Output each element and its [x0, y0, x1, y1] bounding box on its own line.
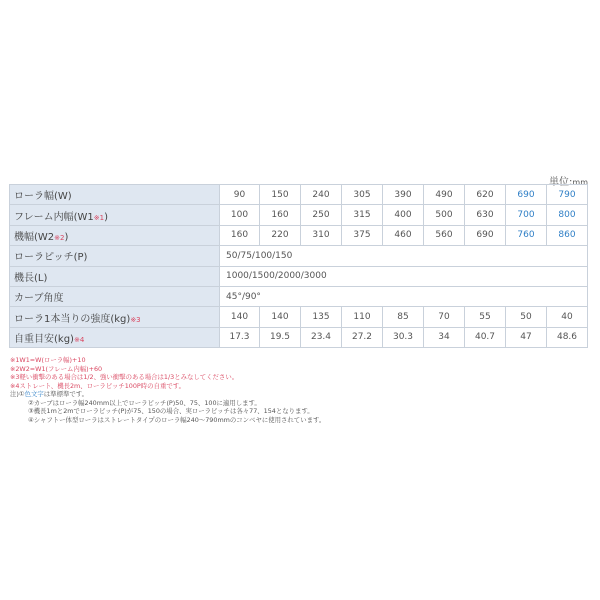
- table-cell: 250: [301, 205, 342, 225]
- table-cell: 315: [342, 205, 383, 225]
- table-cell: 375: [342, 225, 383, 245]
- table-cell: 630: [465, 205, 506, 225]
- table-cell: 620: [465, 185, 506, 205]
- caution-1: [10, 390, 590, 399]
- row-label-text: 機幅(W2: [14, 231, 55, 243]
- table-row: [10, 185, 588, 205]
- notes-block: [10, 356, 590, 424]
- table-cell: 47: [506, 327, 547, 347]
- table-cell: 50: [506, 307, 547, 327]
- table-cell: 800: [547, 205, 588, 225]
- table-cell: 17.3: [220, 327, 260, 347]
- table-cell-span: 45°/90°: [220, 286, 588, 306]
- unit-prefix: 単位: [549, 177, 570, 188]
- table-cell: 690: [506, 185, 547, 205]
- row-label: [10, 327, 220, 347]
- table-cell: 140: [260, 307, 301, 327]
- table-row: [10, 266, 588, 286]
- row-label-mark: ※3: [130, 315, 141, 324]
- row-label: [10, 246, 220, 266]
- row-label-text: ローラ1本当りの強度(kg): [14, 313, 131, 325]
- table-cell: 160: [260, 205, 301, 225]
- table-cell: 27.2: [342, 327, 383, 347]
- table-cell: 240: [301, 185, 342, 205]
- table-cell: 700: [506, 205, 547, 225]
- table-row: [10, 307, 588, 327]
- table-cell: 500: [424, 205, 465, 225]
- caution-1-rest: は準標準です。: [43, 390, 89, 398]
- table-cell: 40.7: [465, 327, 506, 347]
- table-cell: 100: [220, 205, 260, 225]
- caution-4: ④シャフトー体型ローラはストレートタイプのローラ幅240～790mmのコンベヤに使用されています。: [28, 415, 326, 424]
- row-label-text: ローラピッチ(P): [14, 252, 88, 264]
- table-cell: 19.5: [260, 327, 301, 347]
- row-label-mark: ※2: [54, 233, 65, 242]
- row-label: [10, 266, 220, 286]
- table-row: [10, 327, 588, 347]
- row-label: [10, 286, 220, 306]
- table-cell: 30.3: [383, 327, 424, 347]
- row-label-text: フレーム内幅(W1: [14, 211, 94, 223]
- unit-colon: :: [569, 177, 573, 188]
- caution-1-blue-text: 色文字: [24, 390, 44, 398]
- table-cell: 310: [301, 225, 342, 245]
- table-cell: 85: [383, 307, 424, 327]
- table-row: [10, 225, 588, 245]
- table-cell: 48.6: [547, 327, 588, 347]
- note-3: ※3軽い衝撃のある場合は1/2、強い衝撃のある場合は1/3とみなしてください。: [10, 373, 239, 381]
- row-label-mark: ※1: [93, 213, 105, 222]
- table-row: [10, 246, 588, 266]
- table-cell: 490: [424, 185, 465, 205]
- table-cell: 390: [383, 185, 424, 205]
- caution-2: ②カーブはローラ幅240mm以上でローラピッチ(P)50、75、100に適用します。: [28, 398, 261, 407]
- row-label-close: ): [64, 231, 69, 243]
- table-cell: 135: [301, 307, 342, 327]
- note-2: ※2W2=W1(フレーム内幅)+60: [10, 364, 103, 373]
- table-row: [10, 205, 588, 225]
- row-label-text: カーブ角度: [14, 293, 64, 305]
- caution-3: ③機長1mと2mでローラピッチ(P)が75、150の場合、実ローラピッチは各々77、154となります。: [28, 407, 314, 415]
- table-cell-span: 50/75/100/150: [220, 246, 588, 266]
- row-label: [10, 307, 220, 327]
- table-cell: 860: [547, 225, 588, 245]
- table-cell: 110: [342, 307, 383, 327]
- table-cell: 220: [260, 225, 301, 245]
- table-cell: 34: [424, 327, 465, 347]
- table-cell: 760: [506, 225, 547, 245]
- table-cell: 150: [260, 185, 301, 205]
- row-label: [10, 185, 220, 205]
- spec-table: [9, 184, 588, 348]
- table-row: [10, 286, 588, 306]
- table-cell: 160: [220, 225, 260, 245]
- spec-table-body: [10, 185, 588, 348]
- table-cell: 460: [383, 225, 424, 245]
- table-cell: 70: [424, 307, 465, 327]
- note-1: ※1W1=W(ローラ幅)+10: [10, 356, 86, 364]
- table-cell-span: 1000/1500/2000/3000: [220, 266, 588, 286]
- table-cell: 560: [424, 225, 465, 245]
- row-label-close: ): [104, 211, 108, 223]
- table-cell: 40: [547, 307, 588, 327]
- row-label-text: 機長(L): [14, 272, 48, 284]
- table-cell: 790: [547, 185, 588, 205]
- table-cell: 55: [465, 307, 506, 327]
- row-label-text: ローラ幅(W): [14, 191, 72, 203]
- row-label: [10, 205, 220, 225]
- row-label-text: 自重目安(kg): [14, 333, 74, 345]
- table-cell: 23.4: [301, 327, 342, 347]
- table-cell: 400: [383, 205, 424, 225]
- unit-mm: mm: [572, 178, 588, 187]
- row-label-mark: ※4: [73, 335, 85, 344]
- note-4: ※4ストレート、機長2m、ローラピッチ100P時の自重です。: [10, 381, 186, 390]
- table-cell: 90: [220, 185, 260, 205]
- table-cell: 140: [220, 307, 260, 327]
- caution-1-prefix: 注)①: [10, 390, 25, 398]
- table-cell: 690: [465, 225, 506, 245]
- table-cell: 305: [342, 185, 383, 205]
- row-label: [10, 225, 220, 245]
